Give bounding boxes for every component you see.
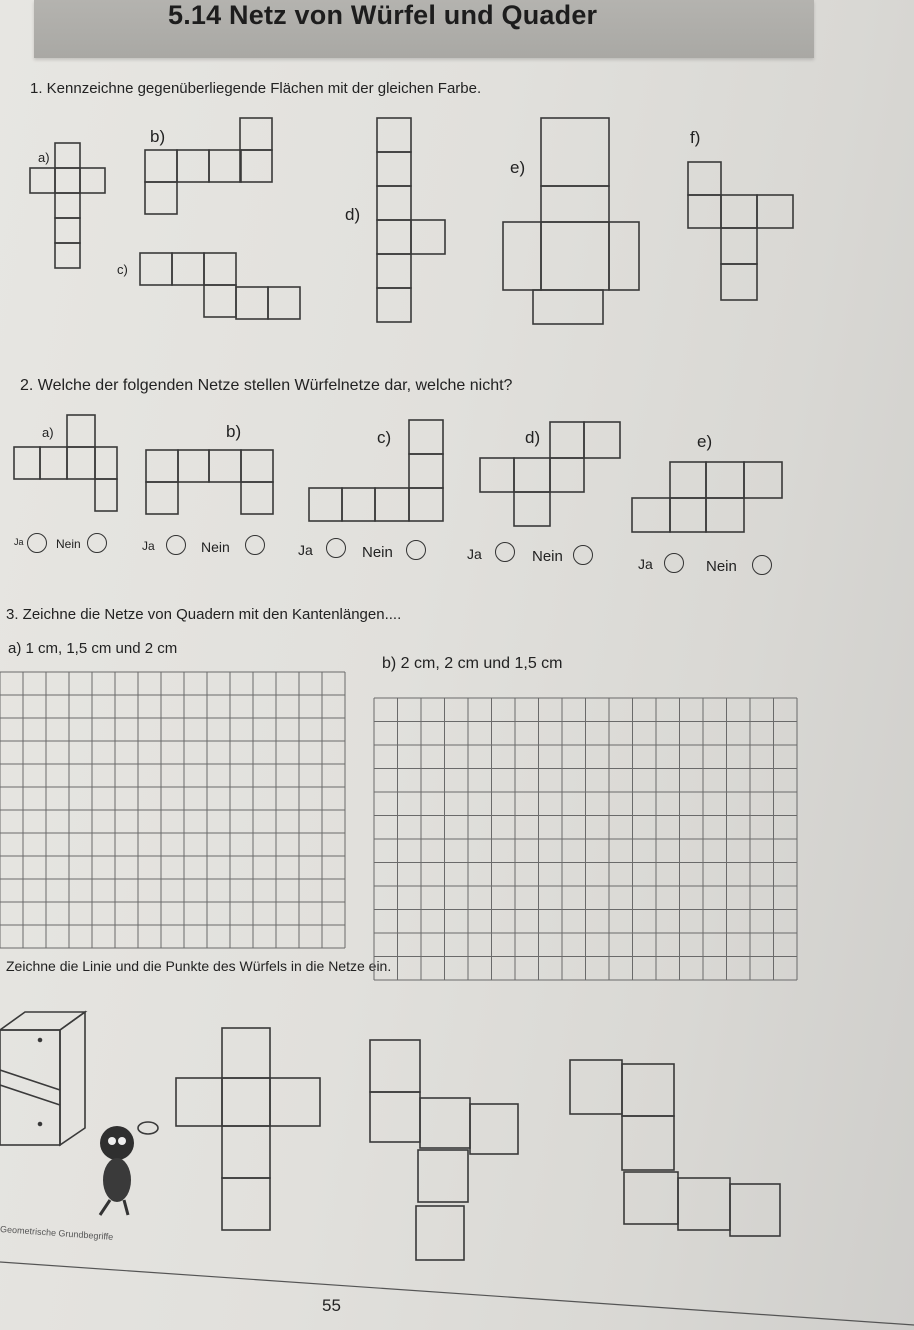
option-no-d-label: Nein bbox=[532, 548, 563, 565]
task-3a-dimensions: a) 1 cm, 1,5 cm und 2 cm bbox=[8, 640, 178, 657]
net-1b bbox=[145, 118, 272, 214]
option-no-a-label: Nein bbox=[56, 537, 81, 551]
task-3b-dimensions: b) 2 cm, 2 cm und 1,5 cm bbox=[382, 655, 563, 672]
task-1-label-c: c) bbox=[117, 262, 128, 277]
task-2-instruction: 2. Welche der folgenden Netze stellen Würfelnetze dar, welche nicht? bbox=[20, 377, 513, 394]
net-1d bbox=[377, 118, 445, 322]
option-yes-c-label: Ja bbox=[298, 542, 313, 558]
footer-line bbox=[0, 1262, 914, 1325]
net-4a bbox=[176, 1028, 320, 1230]
grid-3b bbox=[374, 698, 797, 980]
net-2b bbox=[146, 450, 273, 514]
net-1a bbox=[30, 143, 105, 268]
cube-illustration bbox=[0, 1012, 85, 1145]
option-yes-b-label: Ja bbox=[142, 539, 155, 553]
net-1e bbox=[503, 118, 639, 324]
task-1-instruction: 1. Kennzeichne gegenüberliegende Flächen mit der gleichen Farbe. bbox=[30, 80, 482, 97]
option-no-c-label: Nein bbox=[362, 544, 393, 561]
net-2a bbox=[14, 415, 117, 511]
option-yes-a-label: Ja bbox=[14, 537, 24, 547]
net-4b bbox=[370, 1040, 518, 1260]
task-1-label-e: e) bbox=[510, 158, 526, 177]
cartoon-figure bbox=[100, 1122, 158, 1215]
net-2c bbox=[309, 420, 443, 521]
task-2-label-b: b) bbox=[226, 422, 242, 441]
task-2-label-d: d) bbox=[525, 428, 541, 447]
footer-chapter: Geometrische Grundbegriffe bbox=[0, 1224, 114, 1242]
net-2e bbox=[632, 462, 782, 532]
net-4c bbox=[570, 1060, 780, 1236]
net-2d bbox=[480, 422, 620, 526]
task-2-label-a: a) bbox=[42, 425, 54, 440]
task-2-label-c: c) bbox=[377, 428, 392, 447]
task-3-instruction: 3. Zeichne die Netze von Quadern mit den Kantenlängen.... bbox=[6, 606, 402, 623]
net-1c bbox=[140, 253, 300, 319]
task-2-label-e: e) bbox=[697, 432, 713, 451]
page-title: 5.14 Netz von Würfel und Quader bbox=[168, 0, 598, 30]
task-1-label-b: b) bbox=[150, 127, 166, 146]
option-no-e-label: Nein bbox=[706, 558, 737, 575]
task-1-label-d: d) bbox=[345, 205, 361, 224]
task-4-instruction: Zeichne die Linie und die Punkte des Würfels in die Netze ein. bbox=[6, 958, 392, 974]
grid-3a bbox=[0, 672, 345, 948]
option-no-b-label: Nein bbox=[201, 539, 230, 555]
net-1f bbox=[688, 162, 793, 300]
option-yes-e-label: Ja bbox=[638, 556, 653, 572]
task-1-label-a: a) bbox=[38, 150, 50, 165]
page-number: 55 bbox=[322, 1296, 341, 1315]
task-1-label-f: f) bbox=[690, 128, 701, 147]
option-yes-d-label: Ja bbox=[467, 546, 482, 562]
